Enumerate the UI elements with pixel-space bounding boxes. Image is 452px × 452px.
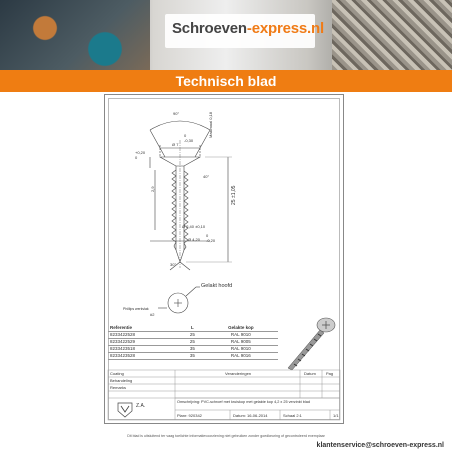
table-row: [108, 339, 278, 346]
screw-illustration: [288, 318, 335, 370]
table-cell: RAL 9010: [204, 332, 278, 339]
table-cell: 8233423518: [108, 346, 181, 353]
table-cell: 35: [181, 353, 204, 360]
drawing-scale: Schaal 2:1: [283, 413, 302, 418]
core-dia-label: Ø 2,40 ±0,10: [182, 224, 206, 229]
thread-start-label: 2,9: [150, 186, 155, 192]
table-row: [108, 332, 278, 339]
company-logo: [118, 403, 132, 417]
plan-number: Planr: 920342: [177, 413, 202, 418]
table-row: [108, 353, 278, 360]
phillips-size-label: #2: [150, 312, 155, 317]
page-number: 1/1: [333, 413, 339, 418]
angle-line-left: [150, 130, 165, 157]
customer-service-email[interactable]: klantenservice@schroeven-express.nl: [316, 442, 444, 449]
table-cell: 25: [181, 332, 204, 339]
table-cell: RAL 9010: [204, 346, 278, 353]
table-header: Referentie: [108, 325, 181, 332]
table-cell: RAL 9016: [204, 353, 278, 360]
angle-arc: [150, 121, 210, 130]
changes-label: Veranderingen: [225, 371, 252, 376]
thread-left: [172, 170, 176, 250]
company-name: Z.A.: [136, 403, 146, 409]
table-header: Gelakte kop: [204, 325, 278, 332]
coated-head-label: Gelakt hoofd: [201, 283, 233, 289]
table-cell: 35: [181, 346, 204, 353]
table-cell: 25: [181, 339, 204, 346]
thread-dia-label: Ø 4,20: [188, 237, 201, 242]
page-column-label: Pag: [326, 371, 334, 376]
page-title: Technisch blad: [175, 73, 277, 89]
length-label: 25 ±1,05: [231, 185, 237, 205]
left-tol-label: +0,20 0: [135, 150, 146, 160]
title-block: [108, 370, 340, 420]
reference-table: [108, 325, 278, 360]
table-cell: 8233423528: [108, 353, 181, 360]
table-cell: 8233422529: [108, 339, 181, 346]
head-height-label: Maximaal 0,18: [208, 111, 213, 138]
head-dia-label: Ø 7: [172, 142, 179, 147]
logo-main-text: Schroeven: [172, 20, 247, 37]
table-cell: 8233422528: [108, 332, 181, 339]
date-column-label: Datum: [304, 371, 316, 376]
drawing-date: Datum: 16-06-2014: [233, 413, 268, 418]
angle-40-label: 40°: [203, 174, 210, 179]
phillips-label: Phillips werkvlak: [123, 307, 149, 311]
table-cell: RAL 9005: [204, 339, 278, 346]
angle-top-label: 90°: [173, 111, 180, 116]
thread-tol-label: 0 -0,20: [206, 233, 216, 243]
tip-angle-label: 30°: [170, 262, 177, 267]
head-tol-label: 0 -0,30: [184, 133, 194, 143]
treatment-label: Behandeling: [110, 378, 133, 383]
logo-accent-text: -express.nl: [246, 20, 324, 37]
remarks-label: Remarks: [110, 385, 127, 390]
table-header: L: [181, 325, 204, 332]
table-row: [108, 346, 278, 353]
description-text: Omschrijving: PVC-schroef met kruiskop met gelakte kop 4,2 x 25 verzinkt blad: [177, 400, 310, 404]
coating-label: Coating: [110, 371, 124, 376]
disclaimer-text: Dit blad is uitsluitend ter vaag toelichte informatievoorziening niet gebruiken zonder goedkeuring of gecontroleerd exemplaar: [127, 434, 325, 438]
